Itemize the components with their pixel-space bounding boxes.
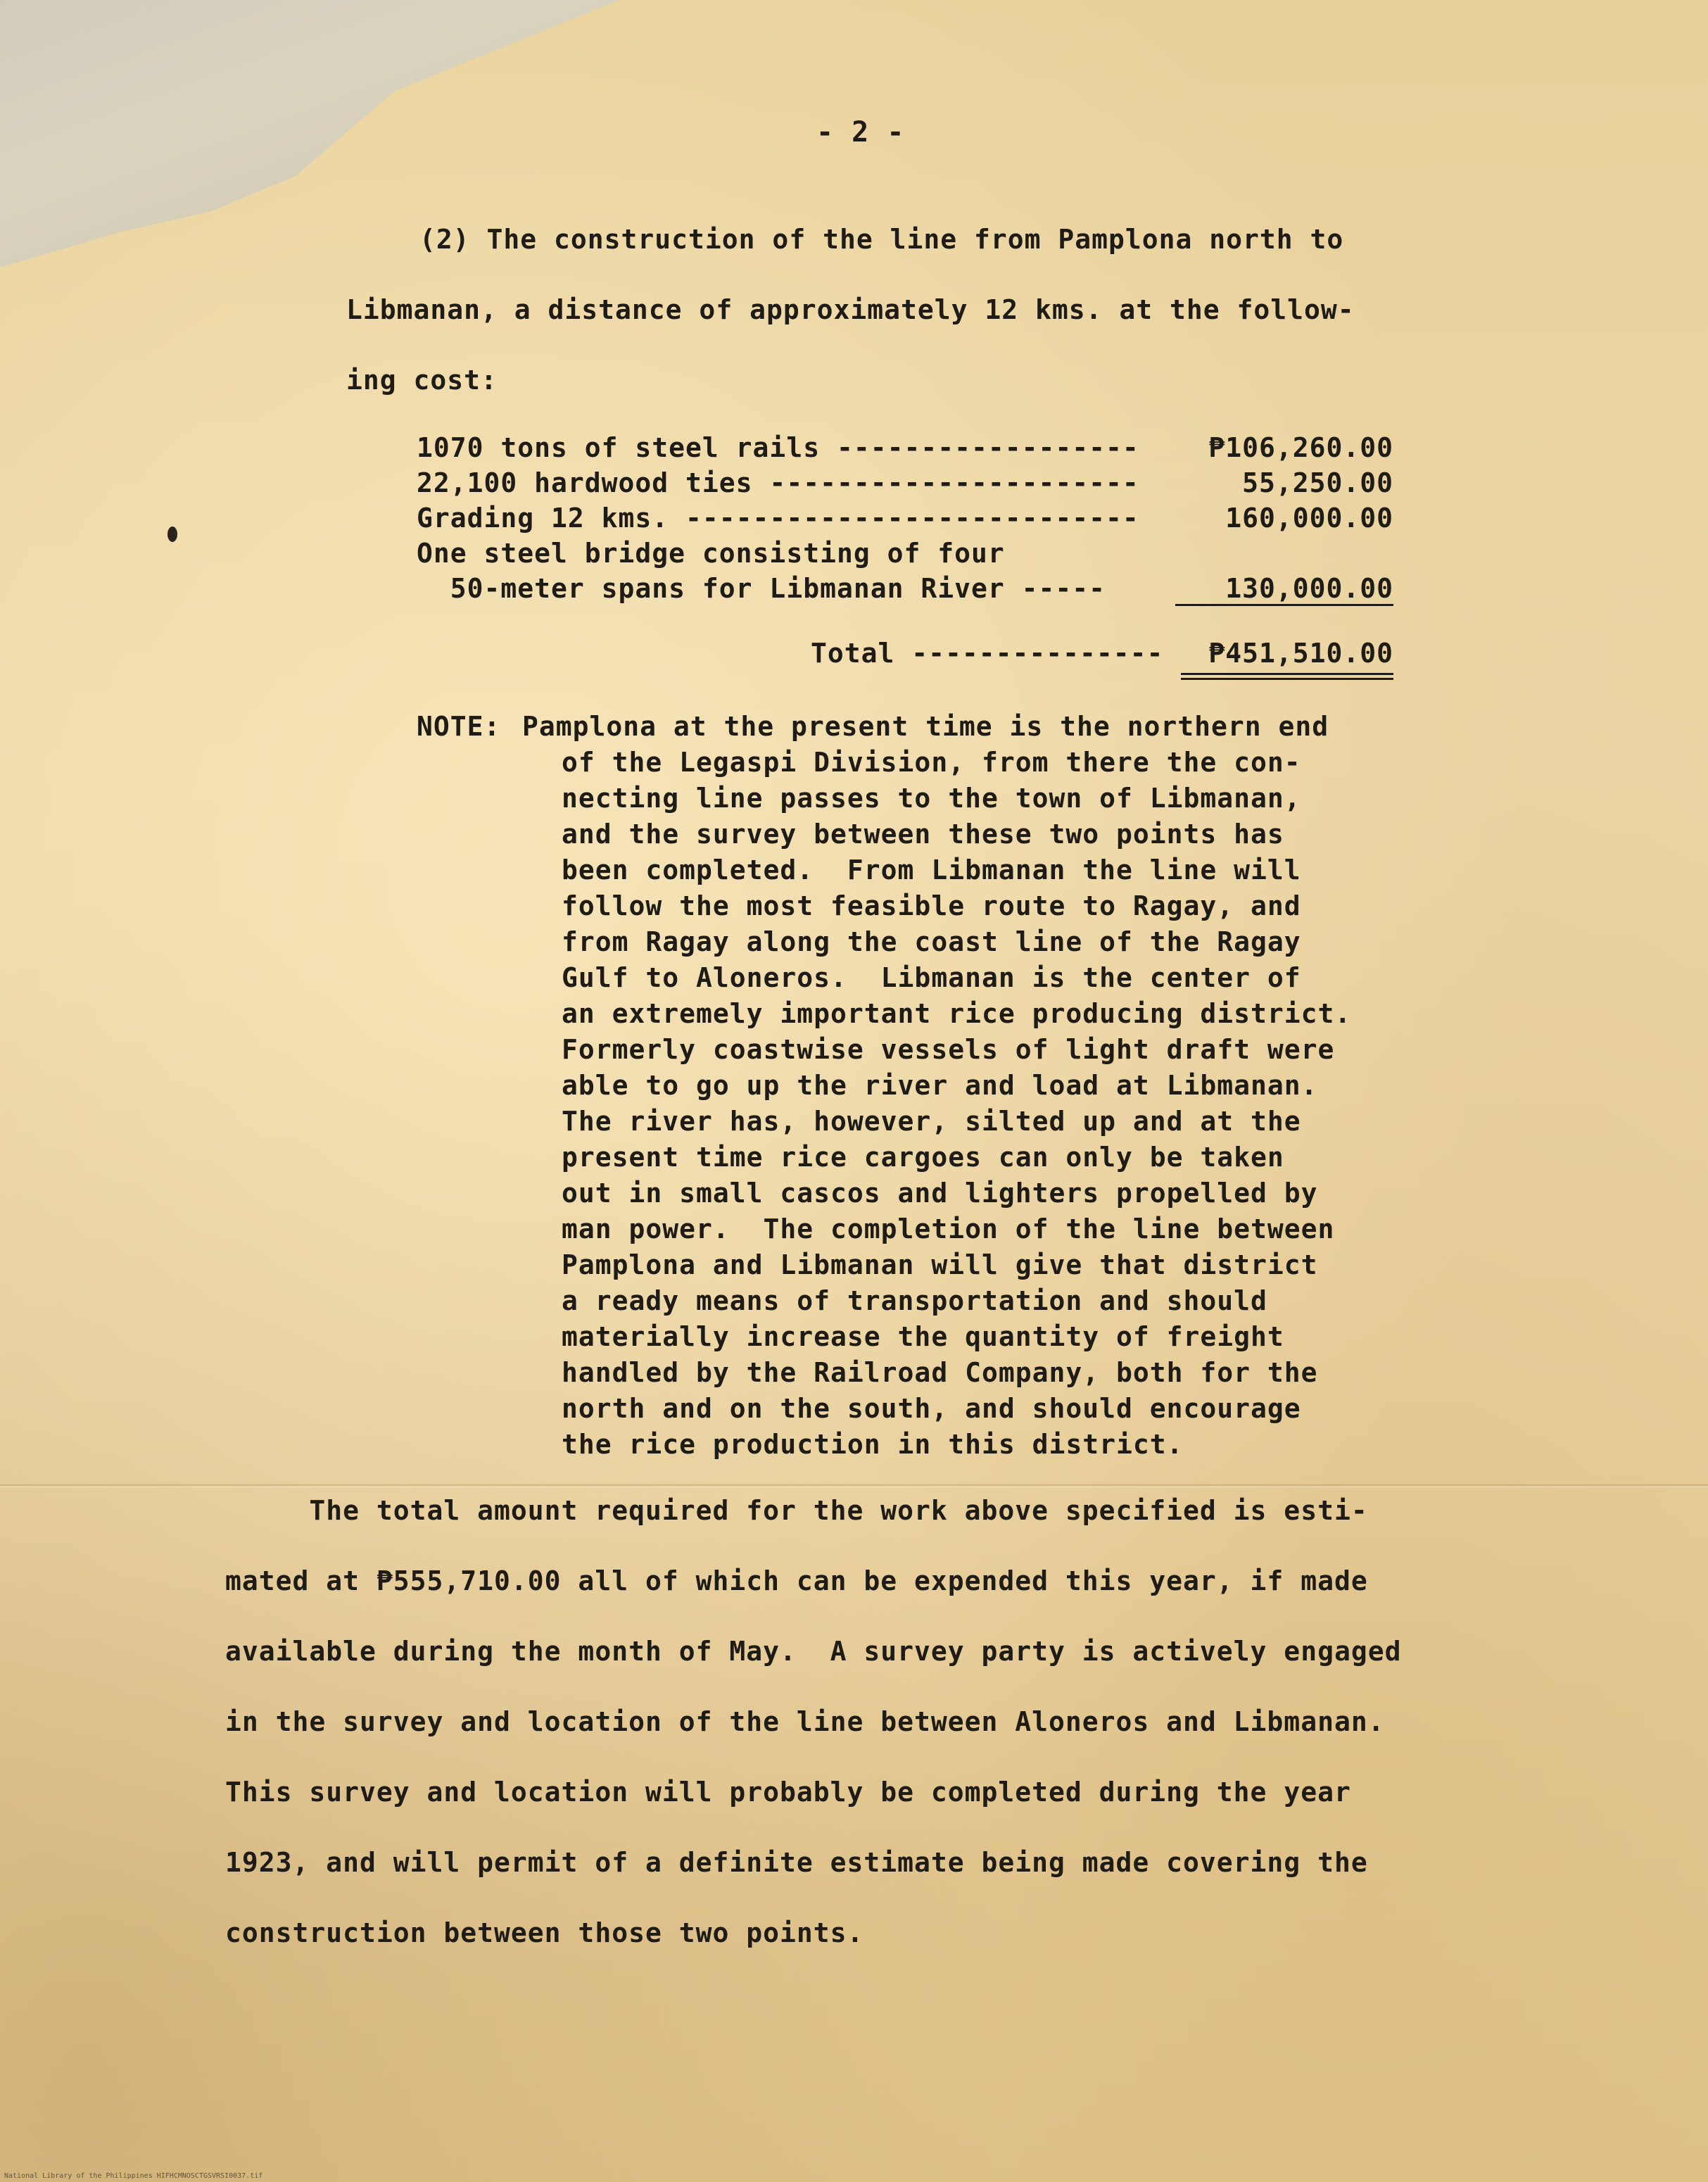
note-line: Gulf to Aloneros. Libmanan is the center of xyxy=(562,962,1301,993)
ink-blot xyxy=(167,526,177,542)
closing-line: The total amount required for the work above specified is esti- xyxy=(225,1495,1368,1526)
item2-line1: (2) The construction of the line from Pamplona north to xyxy=(419,224,1344,255)
total-underline-2 xyxy=(1181,678,1393,680)
cost-row-label: Grading 12 kms. --------------------------- xyxy=(417,503,1139,534)
cost-row-amount: 130,000.00 xyxy=(1175,573,1393,606)
closing-line: 1923, and will permit of a definite estimate being made covering the xyxy=(225,1847,1368,1878)
note-line: Pamplona at the present time is the northern end xyxy=(522,711,1329,742)
cost-row-label: 22,100 hardwood ties ---------------------- xyxy=(417,467,1139,498)
note-line: necting line passes to the town of Libmanan, xyxy=(562,783,1301,814)
cost-row-label: 50-meter spans for Libmanan River ----- xyxy=(417,573,1106,604)
cost-row-amount: 160,000.00 xyxy=(1225,503,1393,534)
note-line: a ready means of transportation and should xyxy=(562,1285,1267,1316)
note-line: from Ragay along the coast line of the Ragay xyxy=(562,926,1301,957)
archive-footer-mark: National Library of the Philippines HIFHCMNOSCTGSVRSI0037.tif xyxy=(4,2172,263,2180)
note-label: NOTE: xyxy=(417,711,501,742)
note-line: handled by the Railroad Company, both for the xyxy=(562,1357,1318,1388)
item2-line2: Libmanan, a distance of approximately 12 kms. at the follow- xyxy=(346,294,1355,325)
note-line: able to go up the river and load at Libmanan. xyxy=(562,1070,1318,1101)
total-label: Total --------------- xyxy=(811,638,1164,669)
note-line: an extremely important rice producing district. xyxy=(562,998,1352,1029)
note-line: materially increase the quantity of freight xyxy=(562,1321,1284,1352)
note-line: and the survey between these two points has xyxy=(562,819,1284,850)
closing-line: mated at ₱555,710.00 all of which can be expended this year, if made xyxy=(225,1565,1368,1596)
cost-row-amount: 55,250.00 xyxy=(1242,467,1393,498)
note-line: Formerly coastwise vessels of light draft were xyxy=(562,1034,1335,1065)
total-amount: ₱451,510.00 xyxy=(1208,638,1393,669)
cost-row-label: 1070 tons of steel rails ------------------ xyxy=(417,432,1139,463)
note-line: of the Legaspi Division, from there the con- xyxy=(562,747,1301,778)
fold-line xyxy=(0,1484,1708,1488)
note-line: the rice production in this district. xyxy=(562,1429,1184,1460)
cost-row-amount: ₱106,260.00 xyxy=(1208,432,1393,463)
closing-line: construction between those two points. xyxy=(225,1917,864,1948)
closing-line: This survey and location will probably be completed during the year xyxy=(225,1777,1351,1808)
cost-row-label: One steel bridge consisting of four xyxy=(417,538,1005,569)
item2-line3: ing cost: xyxy=(346,365,498,396)
note-line: present time rice cargoes can only be taken xyxy=(562,1142,1284,1173)
note-line: out in small cascos and lighters propelled by xyxy=(562,1178,1318,1209)
page-number: - 2 - xyxy=(816,116,905,149)
note-line: been completed. From Libmanan the line will xyxy=(562,854,1301,885)
note-line: Pamplona and Libmanan will give that district xyxy=(562,1249,1318,1280)
closing-line: in the survey and location of the line between Aloneros and Libmanan. xyxy=(225,1706,1385,1737)
closing-line: available during the month of May. A survey party is actively engaged xyxy=(225,1636,1402,1667)
note-line: north and on the south, and should encourage xyxy=(562,1393,1301,1424)
total-underline-1 xyxy=(1181,673,1393,675)
note-line: The river has, however, silted up and at the xyxy=(562,1106,1301,1137)
note-line: man power. The completion of the line between xyxy=(562,1213,1335,1244)
note-line: follow the most feasible route to Ragay, and xyxy=(562,890,1301,921)
